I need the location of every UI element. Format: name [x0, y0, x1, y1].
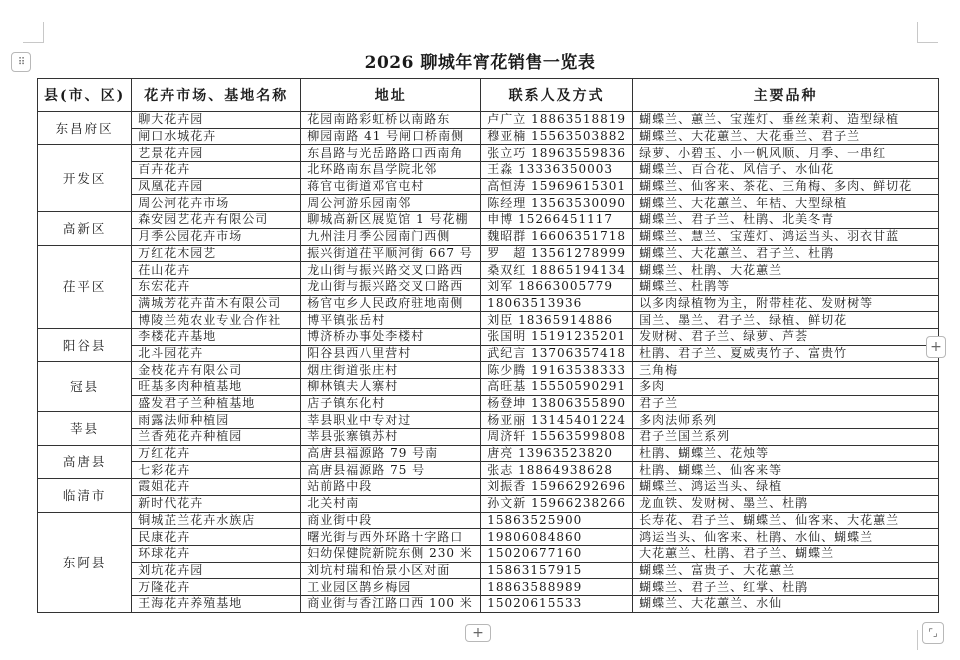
cell-main-varieties[interactable]: 蝴蝶兰、大花蕙兰、君子兰、杜鹃 — [633, 245, 939, 262]
table-row — [38, 479, 939, 496]
cell-market-name[interactable]: 周公河花卉市场 — [132, 195, 301, 212]
table-row — [38, 195, 939, 212]
cell-main-varieties[interactable]: 多肉法师系列 — [633, 412, 939, 429]
cell-main-varieties[interactable]: 鸿运当头、仙客来、杜鹃、水仙、蝴蝶兰 — [633, 529, 939, 546]
cell-address[interactable]: 高唐县福源路 79 号南 — [301, 445, 481, 462]
cell-address[interactable]: 莘县职业中专对过 — [301, 412, 481, 429]
cell-address[interactable]: 阳谷县西八里营村 — [301, 345, 481, 362]
cell-address[interactable]: 刘坑村瑞和怡景小区对面 — [301, 562, 481, 579]
cell-market-name[interactable]: 七彩花卉 — [132, 462, 301, 479]
cell-market-name[interactable]: 满城芳花卉苗木有限公司 — [132, 295, 301, 312]
cell-county[interactable]: 东昌府区 — [38, 112, 132, 145]
cell-address[interactable]: 博平镇张岳村 — [301, 312, 481, 329]
cell-address[interactable]: 工业园区鹊乡梅园 — [301, 579, 481, 596]
cell-main-varieties[interactable]: 多肉 — [633, 379, 939, 396]
cell-contact[interactable]: 张立巧 18963559836 — [481, 145, 633, 162]
cell-market-name[interactable]: 李楼花卉基地 — [132, 328, 301, 345]
cell-main-varieties[interactable]: 蝴蝶兰、大花蕙兰、大花垂兰、君子兰 — [633, 128, 939, 145]
cell-contact[interactable]: 桑双红 18865194134 — [481, 262, 633, 279]
cell-main-varieties[interactable]: 杜鹃、蝴蝶兰、花烛等 — [633, 445, 939, 462]
cell-main-varieties[interactable]: 发财树、君子兰、绿萝、芦荟 — [633, 328, 939, 345]
cell-market-name[interactable]: 闸口水城花卉 — [132, 128, 301, 145]
table-row — [38, 579, 939, 596]
cell-market-name[interactable]: 旺基多肉种植基地 — [132, 379, 301, 396]
cell-market-name[interactable]: 万隆花卉 — [132, 579, 301, 596]
cell-market-name[interactable]: 民康花卉 — [132, 529, 301, 546]
header-market-name: 花卉市场、基地名称 — [132, 79, 301, 112]
cell-market-name[interactable]: 东宏花卉 — [132, 278, 301, 295]
cell-contact[interactable]: 刘振香 15966292696 — [481, 479, 633, 496]
cell-address[interactable]: 柳园南路 41 号闸口桥南侧 — [301, 128, 481, 145]
table-row — [38, 495, 939, 512]
cell-main-varieties[interactable]: 蝴蝶兰、君子兰、杜鹃、北美冬青 — [633, 212, 939, 229]
header-contact: 联系人及方式 — [481, 79, 633, 112]
cell-address[interactable]: 莘县张寨镇苏村 — [301, 429, 481, 446]
cell-contact[interactable]: 孙文新 15966238266 — [481, 495, 633, 512]
cell-main-varieties[interactable]: 蝴蝶兰、鸿运当头、绿植 — [633, 479, 939, 496]
document-title: 2026 聊城年宵花销售一览表 — [364, 53, 596, 73]
table-row — [38, 362, 939, 379]
cell-address[interactable]: 东昌路与光岳路路口西南角 — [301, 145, 481, 162]
cell-market-name[interactable]: 森安园艺花卉有限公司 — [132, 212, 301, 229]
cell-main-varieties[interactable]: 蝴蝶兰、大花蕙兰、年桔、大型绿植 — [633, 195, 939, 212]
cell-address[interactable]: 杨官屯乡人民政府驻地南侧 — [301, 295, 481, 312]
cell-contact[interactable]: 18063513936 — [481, 295, 633, 312]
cell-contact[interactable]: 高旺基 15550590291 — [481, 379, 633, 396]
header-main-varieties: 主要品种 — [633, 79, 939, 112]
cell-market-name[interactable]: 环球花卉 — [132, 545, 301, 562]
cell-address[interactable]: 龙山街与振兴路交叉口路西 — [301, 278, 481, 295]
cell-address[interactable]: 商业街与香江路口西 100 米 — [301, 595, 481, 612]
cell-address[interactable]: 花园南路彩虹桥以南路东 — [301, 112, 481, 129]
cell-contact[interactable]: 陈经理 13563530090 — [481, 195, 633, 212]
cell-main-varieties[interactable]: 蝴蝶兰、慧兰、宝莲灯、鸿运当头、羽衣甘蓝 — [633, 228, 939, 245]
cell-county[interactable]: 高唐县 — [38, 445, 132, 478]
header-county: 县(市、区) — [38, 79, 132, 112]
header-address: 地址 — [301, 79, 481, 112]
cell-address[interactable]: 振兴街道茌平顺河街 667 号 — [301, 245, 481, 262]
cell-market-name[interactable]: 王海花卉养殖基地 — [132, 595, 301, 612]
cell-address[interactable]: 烟庄街道张庄村 — [301, 362, 481, 379]
table-row — [38, 445, 939, 462]
table-row — [38, 429, 939, 446]
table-resize-handle-icon[interactable]: ⌜⌟ — [922, 622, 944, 644]
cell-market-name[interactable]: 金枝花卉有限公司 — [132, 362, 301, 379]
cell-market-name[interactable]: 百卉花卉 — [132, 162, 301, 179]
cell-address[interactable]: 北关村南 — [301, 495, 481, 512]
cell-address[interactable]: 妇幼保健院新院东侧 230 米 — [301, 545, 481, 562]
table-row — [38, 462, 939, 479]
cell-main-varieties[interactable]: 以多肉绿植物为主，附带桂花、发财树等 — [633, 295, 939, 312]
table-row — [38, 595, 939, 612]
cell-contact[interactable]: 15020677160 — [481, 545, 633, 562]
add-row-button[interactable]: + — [465, 624, 491, 642]
table-row — [38, 379, 939, 396]
cell-market-name[interactable]: 万红花卉 — [132, 445, 301, 462]
cell-address[interactable]: 九州洼月季公园南门西侧 — [301, 228, 481, 245]
page-corner-mark-top-right — [917, 22, 938, 43]
cell-address[interactable]: 曙光街与西外环路十字路口 — [301, 529, 481, 546]
cell-contact[interactable]: 武纪言 13706357418 — [481, 345, 633, 362]
cell-market-name[interactable]: 北斗园花卉 — [132, 345, 301, 362]
table-row — [38, 262, 939, 279]
table-body — [38, 112, 939, 613]
cell-contact[interactable]: 唐亮 13963523820 — [481, 445, 633, 462]
cell-address[interactable]: 蒋官屯街道邓官屯村 — [301, 178, 481, 195]
cell-main-varieties[interactable]: 三角梅 — [633, 362, 939, 379]
table-drag-handle-icon[interactable]: ⠿ — [11, 52, 31, 72]
cell-contact[interactable]: 申博 15266451117 — [481, 212, 633, 229]
cell-address[interactable]: 柳林镇夫人寨村 — [301, 379, 481, 396]
table-row — [38, 395, 939, 412]
cell-county[interactable]: 开发区 — [38, 145, 132, 212]
cell-main-varieties[interactable]: 绿萝、小碧玉、小一帆风顺、月季、一串红 — [633, 145, 939, 162]
cell-main-varieties[interactable]: 蝴蝶兰、杜鹃等 — [633, 278, 939, 295]
cell-main-varieties[interactable]: 蝴蝶兰、仙客来、茶花、三角梅、多肉、鲜切花 — [633, 178, 939, 195]
flower-sales-table — [37, 78, 939, 613]
cell-address[interactable]: 北环路南东昌学院北邻 — [301, 162, 481, 179]
cell-county[interactable]: 冠县 — [38, 362, 132, 412]
cell-main-varieties[interactable]: 君子兰 — [633, 395, 939, 412]
cell-market-name[interactable]: 霞姐花卉 — [132, 479, 301, 496]
cell-main-varieties[interactable]: 蝴蝶兰、杜鹃、大花蕙兰 — [633, 262, 939, 279]
cell-market-name[interactable]: 艺景花卉园 — [132, 145, 301, 162]
table-row — [38, 295, 939, 312]
cell-contact[interactable]: 王淼 13336350003 — [481, 162, 633, 179]
cell-address[interactable]: 周公河游乐园南邻 — [301, 195, 481, 212]
cell-market-name[interactable]: 兰香苑花卉种植园 — [132, 429, 301, 446]
table-row — [38, 278, 939, 295]
cell-main-varieties[interactable]: 大花蕙兰、杜鹃、君子兰、蝴蝶兰 — [633, 545, 939, 562]
cell-market-name[interactable]: 刘坑花卉园 — [132, 562, 301, 579]
cell-county[interactable]: 东阿县 — [38, 512, 132, 612]
cell-main-varieties[interactable]: 蝴蝶兰、蕙兰、宝莲灯、垂丝茉莉、造型绿植 — [633, 112, 939, 129]
cell-contact[interactable]: 魏昭群 16606351718 — [481, 228, 633, 245]
table-header-row — [38, 79, 939, 112]
cell-market-name[interactable]: 雨露法师种植园 — [132, 412, 301, 429]
cell-market-name[interactable]: 铜城芷兰花卉水族店 — [132, 512, 301, 529]
table-row — [38, 178, 939, 195]
cell-main-varieties[interactable]: 蝴蝶兰、富贵子、大花蕙兰 — [633, 562, 939, 579]
cell-county[interactable]: 临清市 — [38, 479, 132, 512]
page-corner-mark-top-left — [23, 22, 44, 43]
cell-address[interactable]: 店子镇东化村 — [301, 395, 481, 412]
cell-market-name[interactable]: 盛发君子兰种植基地 — [132, 395, 301, 412]
cell-main-varieties[interactable]: 蝴蝶兰、大花蕙兰、水仙 — [633, 595, 939, 612]
cell-county[interactable]: 莘县 — [38, 412, 132, 445]
table-row — [38, 345, 939, 362]
cell-contact[interactable]: 19806084860 — [481, 529, 633, 546]
cell-contact[interactable]: 15863157915 — [481, 562, 633, 579]
cell-market-name[interactable]: 凤凰花卉园 — [132, 178, 301, 195]
table-row — [38, 145, 939, 162]
table-row — [38, 545, 939, 562]
cell-address[interactable]: 高唐县福源路 75 号 — [301, 462, 481, 479]
cell-county[interactable]: 茌平区 — [38, 245, 132, 328]
cell-market-name[interactable]: 茌山花卉 — [132, 262, 301, 279]
cell-address[interactable]: 聊城高新区展览馆 1 号花棚 — [301, 212, 481, 229]
cell-main-varieties[interactable]: 国兰、墨兰、君子兰、绿植、鲜切花 — [633, 312, 939, 329]
table-row — [38, 328, 939, 345]
table-row — [38, 312, 939, 329]
cell-main-varieties[interactable]: 蝴蝶兰、君子兰、红掌、杜鹃 — [633, 579, 939, 596]
cell-market-name[interactable]: 博陵兰苑农业专业合作社 — [132, 312, 301, 329]
table-row — [38, 128, 939, 145]
page-corner-mark-bottom-right — [917, 630, 919, 650]
table-row — [38, 529, 939, 546]
cell-county[interactable]: 阳谷县 — [38, 328, 132, 361]
cell-market-name[interactable]: 万红花木园艺 — [132, 245, 301, 262]
cell-contact[interactable]: 15020615533 — [481, 595, 633, 612]
cell-main-varieties[interactable]: 长寿花、君子兰、蝴蝶兰、仙客来、大花蕙兰 — [633, 512, 939, 529]
table-row — [38, 162, 939, 179]
cell-address[interactable]: 龙山街与振兴路交叉口路西 — [301, 262, 481, 279]
table-row — [38, 212, 939, 229]
table-row — [38, 228, 939, 245]
table-row — [38, 412, 939, 429]
cell-contact[interactable]: 周济轩 15563599808 — [481, 429, 633, 446]
cell-contact[interactable]: 张志 18864938628 — [481, 462, 633, 479]
cell-contact[interactable]: 15863525900 — [481, 512, 633, 529]
table-row — [38, 245, 939, 262]
cell-main-varieties[interactable]: 君子兰国兰系列 — [633, 429, 939, 446]
cell-market-name[interactable]: 聊大花卉园 — [132, 112, 301, 129]
table-row — [38, 512, 939, 529]
cell-county[interactable]: 高新区 — [38, 212, 132, 245]
table-row — [38, 112, 939, 129]
cell-main-varieties[interactable]: 蝴蝶兰、百合花、风信子、水仙花 — [633, 162, 939, 179]
cell-contact[interactable]: 杨亚丽 13145401224 — [481, 412, 633, 429]
cell-contact[interactable]: 刘军 18663005779 — [481, 278, 633, 295]
table-row — [38, 562, 939, 579]
cell-contact[interactable]: 穆亚楠 15563503882 — [481, 128, 633, 145]
cell-market-name[interactable]: 新时代花卉 — [132, 495, 301, 512]
cell-main-varieties[interactable]: 杜鹃、蝴蝶兰、仙客来等 — [633, 462, 939, 479]
cell-main-varieties[interactable]: 龙血铁、发财树、墨兰、杜鹃 — [633, 495, 939, 512]
cell-contact[interactable]: 杨登坤 13806355890 — [481, 395, 633, 412]
cell-main-varieties[interactable]: 杜鹃、君子兰、夏威夷竹子、富贵竹 — [633, 345, 939, 362]
cell-address[interactable]: 博济桥办事处李楼村 — [301, 328, 481, 345]
cell-contact[interactable]: 刘臣 18365914886 — [481, 312, 633, 329]
add-column-button[interactable]: + — [926, 336, 946, 358]
cell-contact[interactable]: 张国明 15191235201 — [481, 328, 633, 345]
cell-contact[interactable]: 卢广立 18863518819 — [481, 112, 633, 129]
cell-contact[interactable]: 18863588989 — [481, 579, 633, 596]
cell-address[interactable]: 商业街中段 — [301, 512, 481, 529]
cell-address[interactable]: 站前路中段 — [301, 479, 481, 496]
cell-market-name[interactable]: 月季公园花卉市场 — [132, 228, 301, 245]
cell-contact[interactable]: 高恒涛 15969615301 — [481, 178, 633, 195]
cell-contact[interactable]: 陈少腾 19163538333 — [481, 362, 633, 379]
cell-contact[interactable]: 罗 超 13561278999 — [481, 245, 633, 262]
